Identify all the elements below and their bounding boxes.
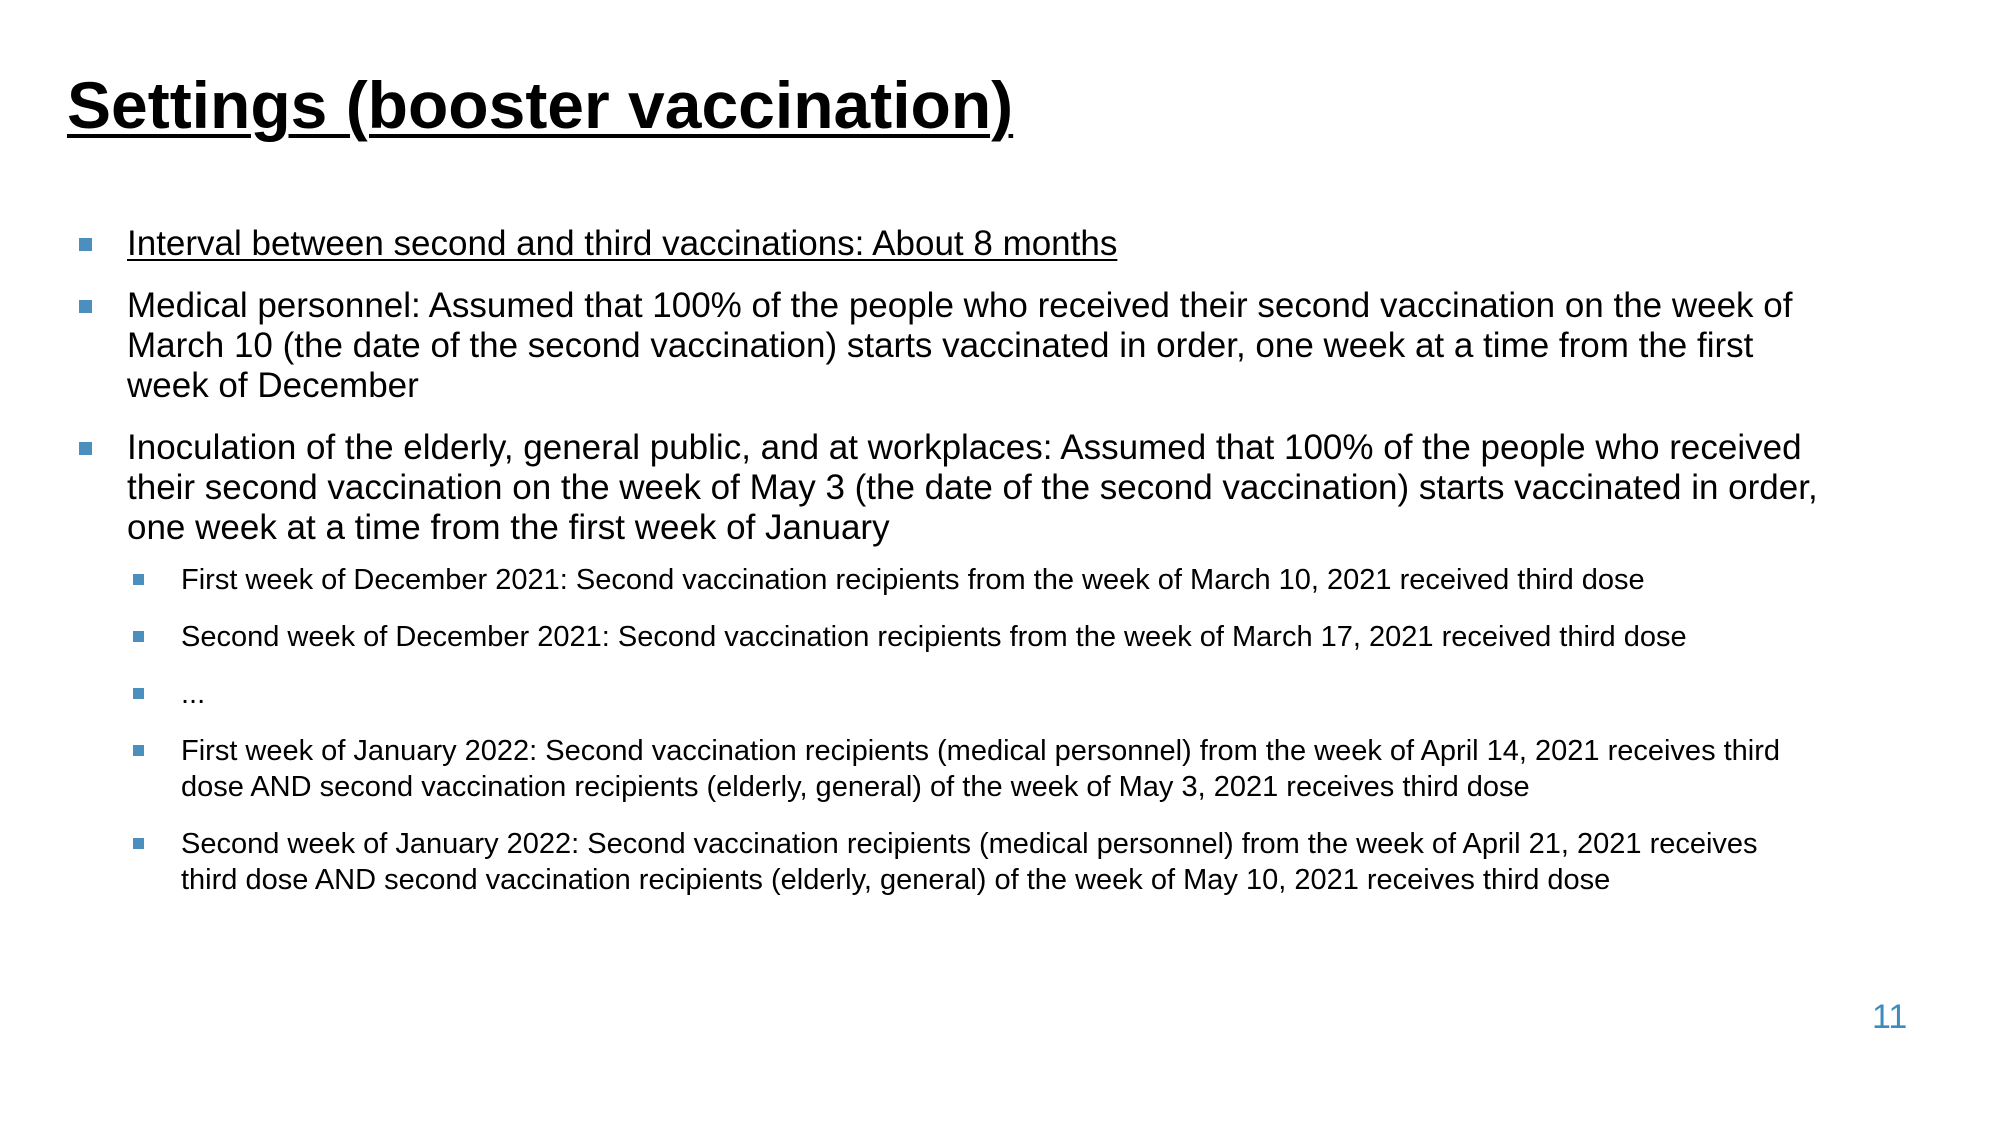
square-bullet-icon <box>79 442 92 455</box>
page-number: 11 <box>1872 998 1908 1036</box>
square-bullet-icon <box>133 688 144 699</box>
sub-bullet-text: Second week of January 2022: Second vaccination recipients (medical personnel) from the week of April 21, 2021 receives third dose AND second vaccination recipients (elderly, general) of the week of May 10, 2021 receives third dose <box>181 828 1758 896</box>
bullet-item-medical-personnel <box>0 286 1827 406</box>
sub-bullet-item-dec-week1 <box>0 562 1821 598</box>
bullet-text: Interval between second and third vaccinations: About 8 months <box>127 224 1118 263</box>
bullet-text: Inoculation of the elderly, general public, and at workplaces: Assumed that 100% of the people who received their second vaccination on the week of May 3 (the date of the second vaccination) starts vaccinated in order, one week at a time from the first week of January <box>127 428 1818 547</box>
sub-bullet-text: First week of January 2022: Second vaccination recipients (medical personnel) from the week of April 14, 2021 receives third dose AND second vaccination recipients (elderly, general) of the week of May 3, 2021 receives third dose <box>181 735 1781 803</box>
square-bullet-icon <box>133 631 144 642</box>
bullet-list <box>0 224 1900 919</box>
sub-bullet-item-dec-week2 <box>0 619 1821 655</box>
sub-bullet-item-jan-week1 <box>0 733 1821 805</box>
bullet-item-elderly-general <box>0 428 1827 548</box>
sub-bullet-item-jan-week2 <box>0 826 1821 898</box>
square-bullet-icon <box>79 238 92 251</box>
slide-title: Settings (booster vaccination) <box>67 68 1014 142</box>
sub-bullet-text: ... <box>181 678 206 710</box>
square-bullet-icon <box>79 300 92 313</box>
square-bullet-icon <box>133 838 144 849</box>
sub-bullet-item-ellipsis <box>0 676 1821 712</box>
bullet-text: Medical personnel: Assumed that 100% of the people who received their second vaccination on the week of March 10 (the date of the second vaccination) starts vaccinated in order, one week at a time from the first week of December <box>127 286 1793 405</box>
sub-bullet-text: Second week of December 2021: Second vaccination recipients from the week of March 17, 2021 received third dose <box>181 621 1687 653</box>
square-bullet-icon <box>133 574 144 585</box>
sub-bullet-text: First week of December 2021: Second vaccination recipients from the week of March 10, 2021 received third dose <box>181 564 1645 596</box>
bullet-item-interval <box>0 224 1827 264</box>
square-bullet-icon <box>133 745 144 756</box>
